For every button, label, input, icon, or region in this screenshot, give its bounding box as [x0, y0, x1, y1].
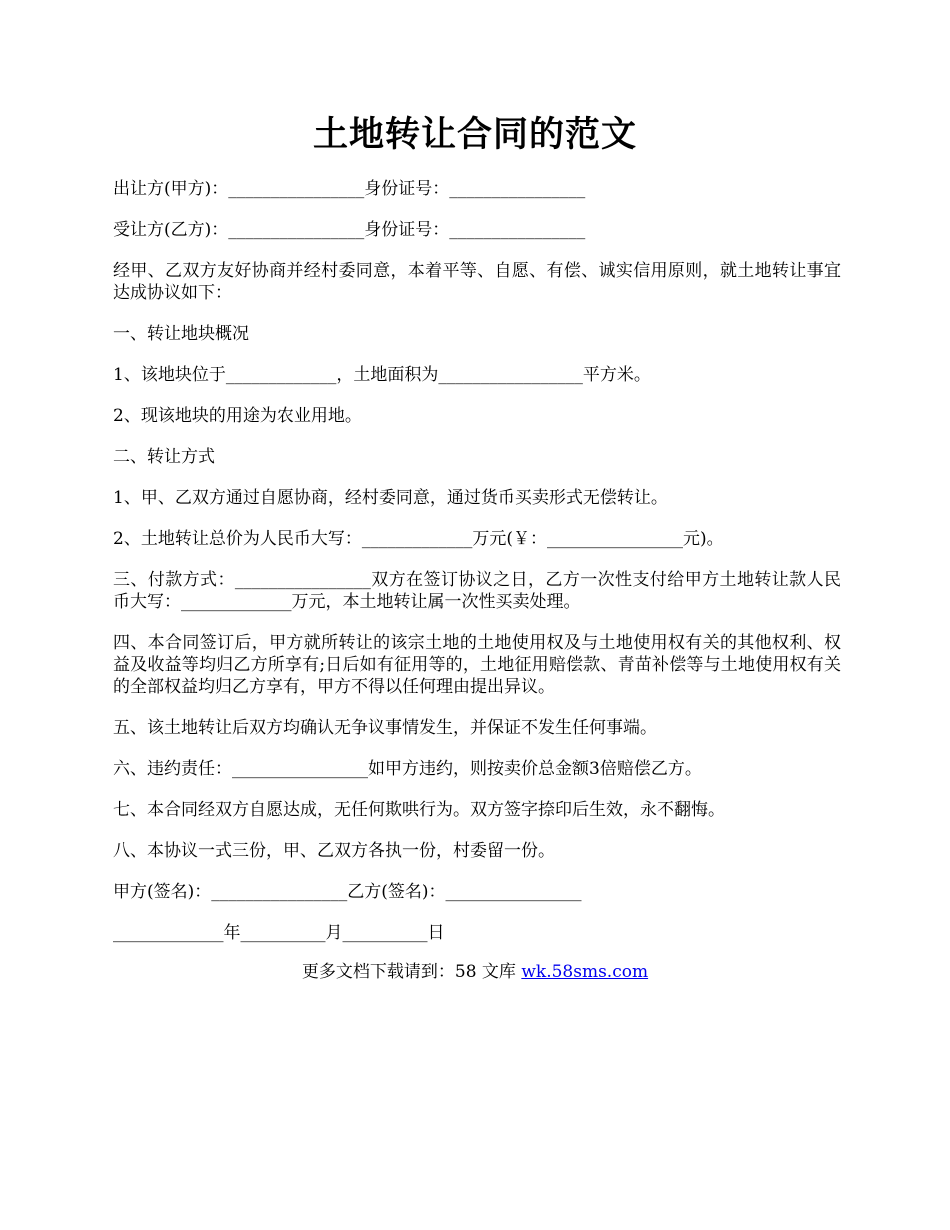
section-2-heading: 二、转让方式 — [113, 447, 215, 467]
section-1-item-2: 2、现该地块的用途为农业用地。 — [113, 406, 362, 426]
section-7-effect: 七、本合同经双方自愿达成，无任何欺哄行为。双方签字捺印后生效，永不翻悔。 — [113, 800, 725, 820]
section-1-heading: 一、转让地块概况 — [113, 324, 249, 344]
date-line: _____________年__________月__________日 — [113, 923, 445, 943]
section-4-rights: 四、本合同签订后，甲方就所转让的该宗土地的土地使用权及与土地使用权有关的其他权利、权益及收益等均归乙方所享有;日后如有征用等的，土地征用赔偿款、青苗补偿等与土地使用权有关的全部权益均归乙方享有，甲方不得以任何理由提出异议。 — [113, 633, 841, 697]
preamble-paragraph: 经甲、乙双方友好协商并经村委同意，本着平等、自愿、有偿、诚实信用原则，就土地转让事宜达成协议如下： — [113, 261, 841, 303]
section-1-item-1: 1、该地块位于_____________，土地面积为_________________平方米。 — [113, 365, 651, 385]
party-b-line: 受让方(乙方)：________________身份证号：________________ — [113, 220, 586, 240]
section-8-copies: 八、本协议一式三份，甲、乙双方各执一份，村委留一份。 — [113, 841, 555, 861]
footer-prefix: 更多文档下载请到：58 文库 — [301, 962, 522, 982]
party-a-line: 出让方(甲方)：________________身份证号：________________ — [113, 179, 586, 199]
website-link[interactable]: wk.58sms.com — [521, 962, 649, 982]
document-title: 土地转让合同的范文 — [312, 114, 637, 155]
section-2-item-2: 2、土地转让总价为人民币大写：_____________万元(￥：________________元)。 — [113, 529, 724, 549]
section-2-item-1: 1、甲、乙双方通过自愿协商，经村委同意，通过货币买卖形式无偿转让。 — [113, 488, 668, 508]
section-3-payment: 三、付款方式：________________双方在签订协议之日，乙方一次性支付给甲方土地转让款人民币大写：_____________万元，本土地转让属一次性买卖处理。 — [113, 570, 841, 612]
signature-line: 甲方(签名)：________________乙方(签名)：________________ — [113, 882, 582, 902]
section-6-liability: 六、违约责任：________________如甲方违约，则按卖价总金额3倍赔偿乙方。 — [113, 759, 702, 779]
download-footer — [0, 960, 950, 984]
contract-body — [113, 178, 841, 963]
section-5-confirmation: 五、该土地转让后双方均确认无争议事情发生，并保证不发生任何事端。 — [113, 718, 657, 738]
